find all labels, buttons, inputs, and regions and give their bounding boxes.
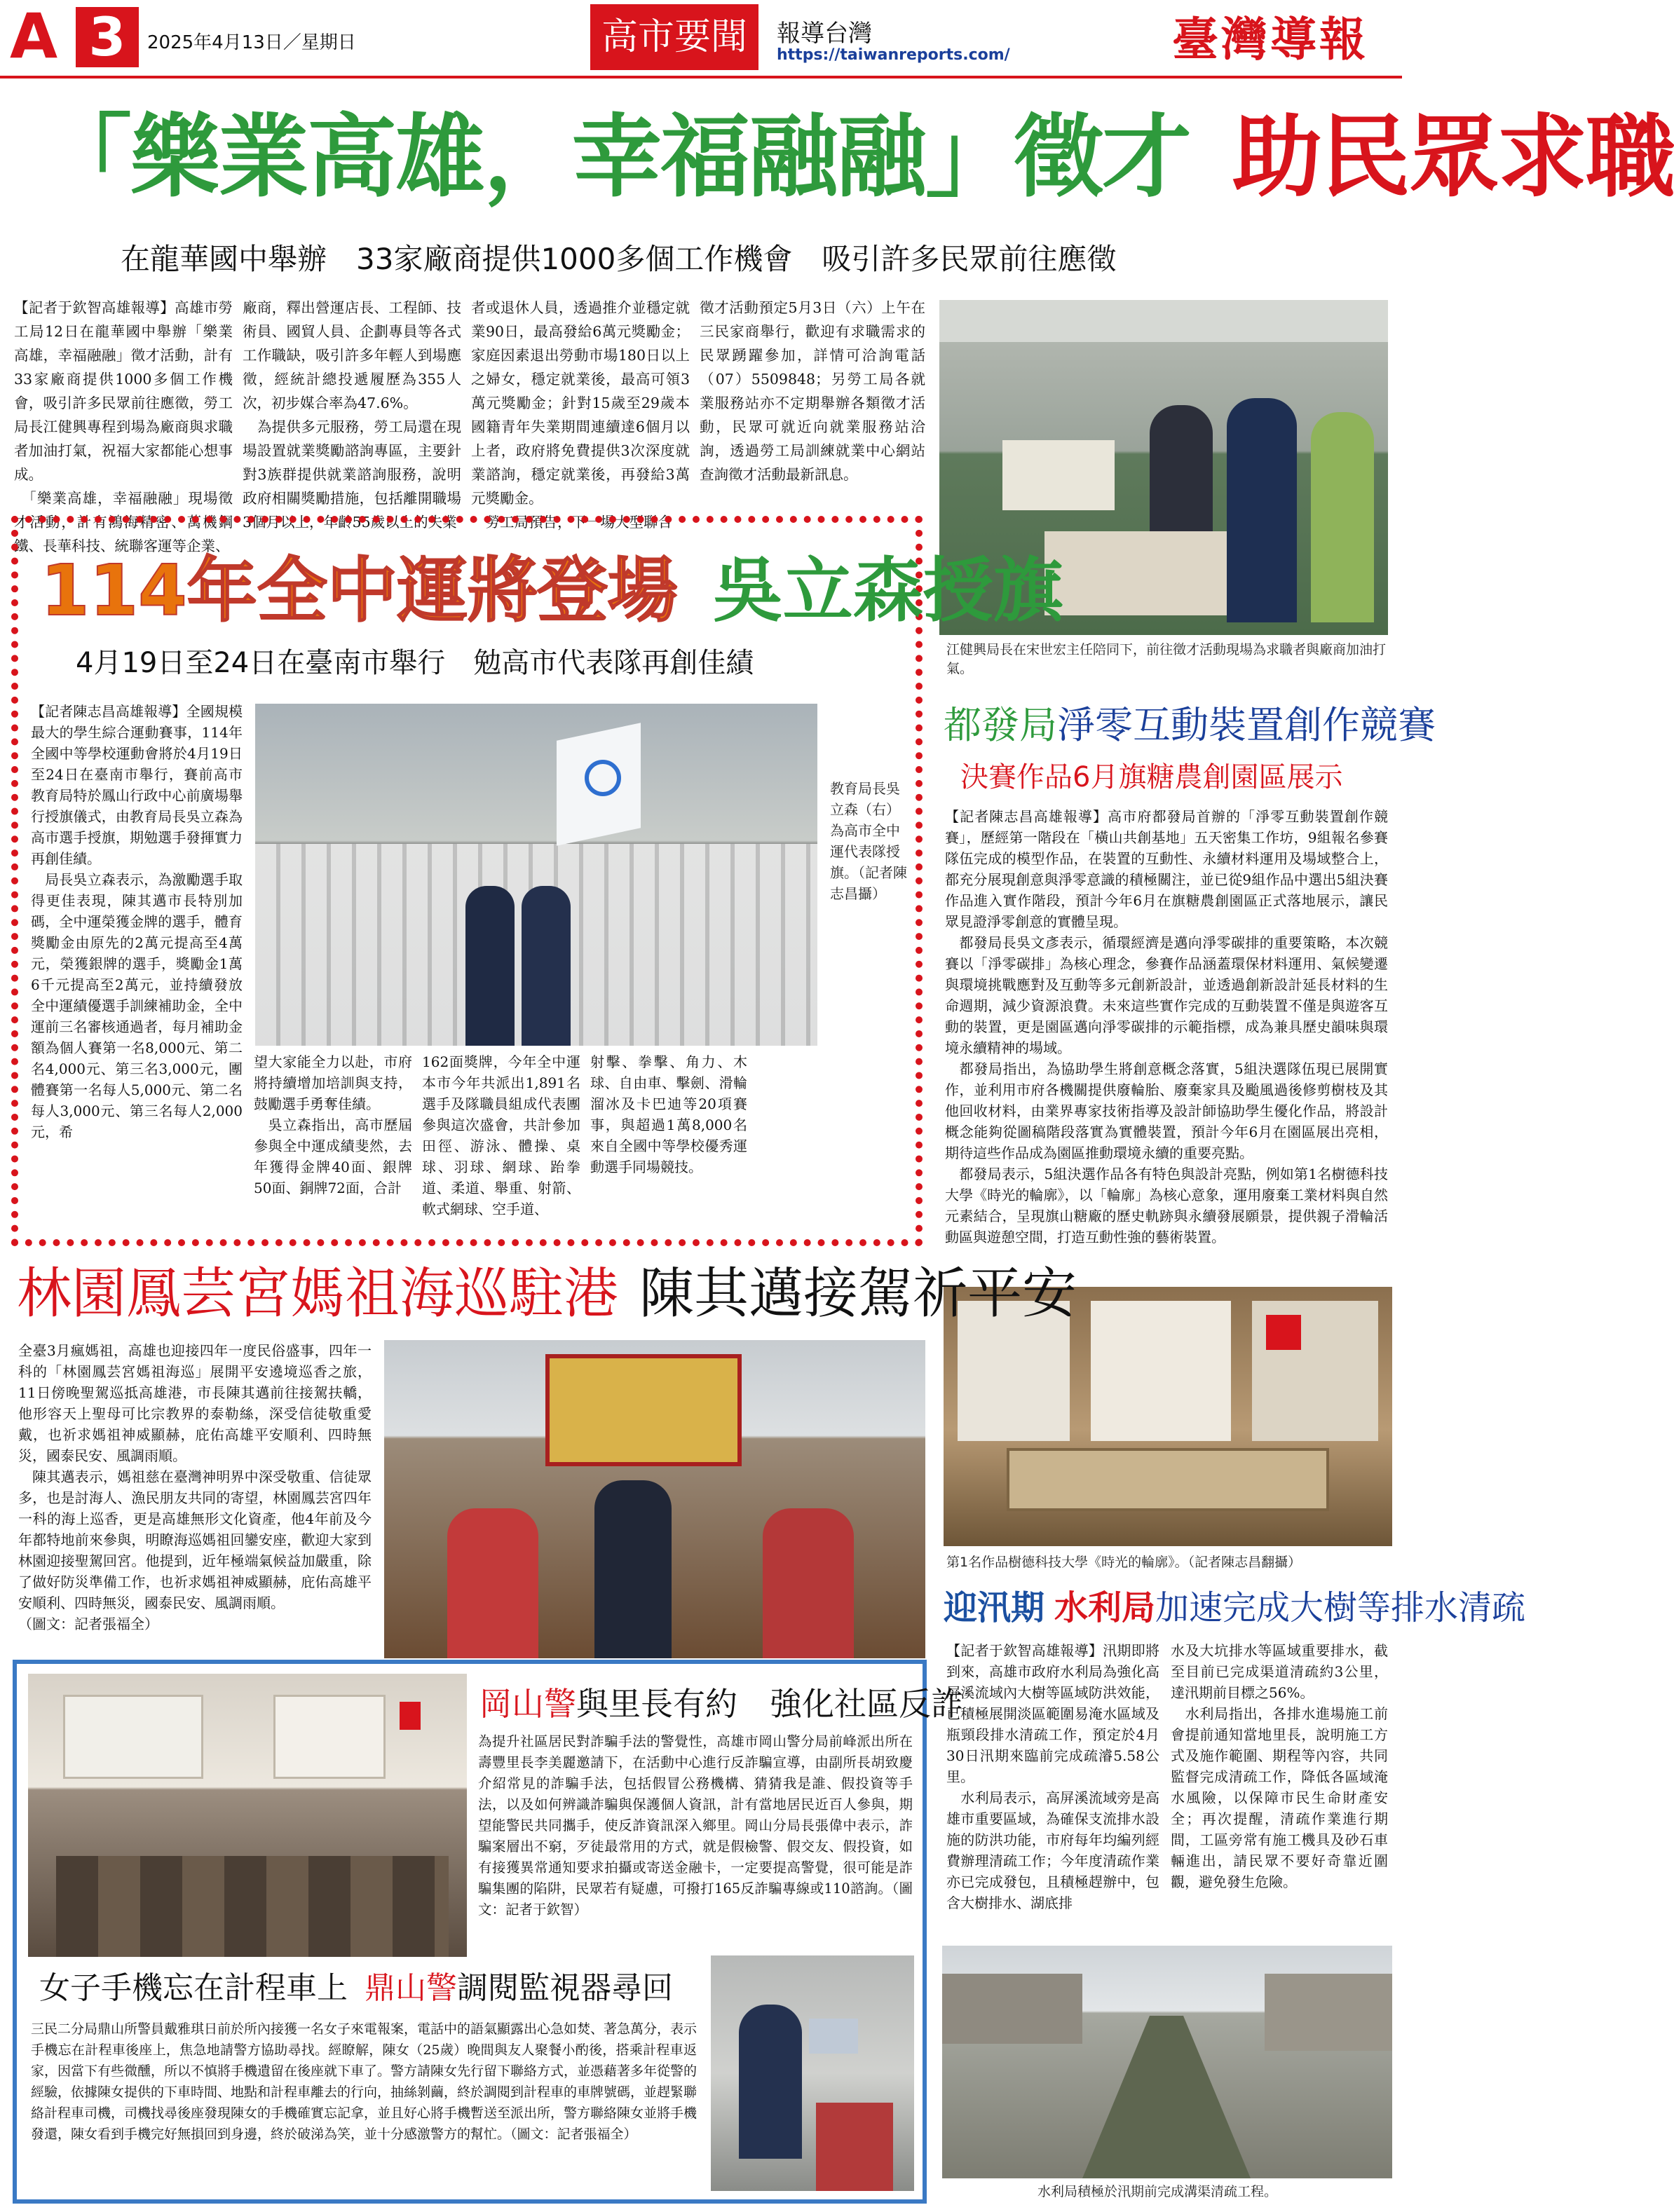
- mazu-headline: [17, 1259, 1077, 1329]
- mazu-body: 全臺3月瘋媽祖，高雄也迎接四年一度民俗盛事，四年一科的「林園鳳芸宮媽祖海巡」展開平安遶境巡香之旅，11日傍晚聖駕巡抵高雄港，市長陳其邁前往接駕扶轎，他形容天上聖母可比宗教界的泰勒絲，深受信徒敬重愛戴，也祈求媽祖神威顯赫，庇佑高雄平安順利、四時無災，國泰民安、風調雨順。 陳其邁表示，媽祖慈在臺灣神明界中深受敬重、信徒眾多，也是討海人、漁民朋友共同的寄望，林園鳳芸宮四年一科的海上巡香，更是高雄無形文化資產，他4年前及今年都特地前來參與，明瞭海巡媽祖回鑾安座，歡迎大家到林園迎接聖駕回宮。他提到，近年極端氣候益加嚴重，除了做好防災準備工作，也祈求媽祖神威顯赫，庇佑高雄平安順利、四時無災，國泰民安、風調雨順。 （圖文：記者張福全）: [18, 1342, 372, 1632]
- river-column-2: 水及大坑排水等區域重要排水，截至目前已完成渠道清疏約3公里，達汛期前目標之56%。 水利局指出，各排水進場施工前會提前通知當地里長，說明施工方式及施作範圍、期程等內容，共同監督完成清疏工作，降低各區域淹水風險，以保障市民生命財產安全；再次提醒，清疏作業進行期間，工區旁常有施工機具及砂石車輛進出，請民眾不要好奇靠近圍觀，避免發生危險。: [1171, 1642, 1388, 1890]
- lead-headline-right: 助民眾求職: [1232, 105, 1674, 210]
- sports-column-b2: 162面獎牌，今年全中運本市今年共派出1,891名選手及隊職員組成代表團參與這次盛會，共計參加田徑、游泳、體操、桌球、羽球、網球、跆拳道、柔道、舉重、射箭、軟式網球、空手道、: [422, 1053, 580, 1217]
- river-headline-blue: 迎汛期: [944, 1588, 1045, 1627]
- masthead-rule: [0, 76, 1402, 78]
- sports-column-b3: 射擊、拳擊、角力、木球、自由車、擊劍、滑輪溜冰及卡巴迪等20項賽事，與超過1萬8,000名來自全國中等學校優秀運動選手同場競技。: [590, 1053, 747, 1175]
- drainage-photo: [942, 1946, 1392, 2178]
- lead-column-4: 徵才活動預定5月3日（六）上午在三民家商舉行，歡迎有求職需求的民眾踴躍參加，詳情可洽詢電話（07）5509848；另勞工局各就業服務站亦不定期舉辦各類徵才活動，民眾可就近向就業服務站洽詢，透過勞工局訓練就業中心網站查詢徵才活動最新訊息。: [700, 299, 925, 483]
- sports-headline: [41, 545, 1063, 636]
- lead-subhead: 在龍華國中舉辦 33家廠商提供1000多個工作機會 吸引許多民眾前往應徵: [121, 242, 1117, 276]
- issue-date: 2025年4月13日／星期日: [147, 32, 356, 53]
- publisher-url: https://taiwanreports.com/: [777, 46, 1010, 64]
- police1-headline-rest: 與里長有約 強化社區反詐: [576, 1685, 963, 1723]
- police1-headline-red: 岡山警: [479, 1685, 576, 1723]
- flag-ceremony-photo-caption: 教育局長吳立森（右）為高市全中運代表隊授旗。（記者陳志昌攝）: [830, 780, 907, 902]
- police2-headline-red: 鼎山警: [365, 1970, 457, 2006]
- anti-fraud-talk-photo: [28, 1674, 467, 1957]
- mazu-headline-rest: 陳其邁接駕祈平安: [639, 1262, 1077, 1325]
- police1-body: 為提升社區居民對詐騙手法的警覺性，高雄市岡山警分局前峰派出所在壽豐里長李美麗邀請下，在活動中心進行反詐騙宣導，由副所長胡致慶介紹常見的詐騙手法，包括假冒公務機構、猜猜我是誰、假投資等手法，以及如何辨識詐騙與保護個人資訊，計有當地居民近百人參與，期望能警民共同攜手，使反詐資訊深入鄉里。岡山分局長張偉中表示，詐騙案層出不窮，歹徒最常用的方式，就是假檢警、假交友、假投資，如有接獲異常通知要求拍攝或寄送金融卡，一定要提高警覺，很可能是詐騙集團的陷阱，民眾若有疑慮，可撥打165反詐騙專線或110諮詢。（圖文：記者于欽智）: [478, 1733, 913, 1918]
- installation-photo-caption: 第1名作品樹德科技大學《時光的輪廓》。（記者陳志昌翻攝）: [946, 1555, 1302, 1570]
- urban-headline: [944, 701, 1436, 750]
- police2-headline-left: 女子手機忘在計程車上: [39, 1970, 348, 2006]
- urban-body: 【記者陳志昌高雄報導】高市府都發局首辦的「淨零互動裝置創作競賽」，歷經第一階段在「橫山共創基地」五天密集工作坊，9組報名參賽隊伍完成的模型作品，在裝置的互動性、永續材料運用及場域整合上，都充分展現創意與淨零意識的積極關注，並已從9組作品中選出5組決賽作品進入實作階段，預計今年6月在旗糖農創園區正式落地展示，讓民眾見證淨零創意的實體呈現。 都發局長吳文彥表示，循環經濟是邁向淨零碳排的重要策略，本次競賽以「淨零碳排」為核心理念，參賽作品涵蓋環保材料運用、氣候變遷與環境挑戰應對及互動等多元創新設計，並透過創新設計延長材料的生命週期，減少資源浪費。未來這些實作完成的互動裝置不僅是與遊客互動的裝置，更是園區邁向淨零碳排的示範指標，成為兼具歷史韻味與環境永續精神的場域。 都發局指出，為協助學生將創意概念落實，5組決選隊伍現已展開實作，並利用市府各機關提供廢輪胎、廢棄家具及颱風過後修剪樹枝及其他回收材料，由業界專家技術指導及設計師協助學生優化作品，將設計概念能夠從圖稿階段落實為實體裝置，預計今年6月在園區展出亮相，期待這些作品成為園區推動環境永續的重要亮點。 都發局表示，5組決選作品各有特色與設計亮點，例如第1名樹德科技大學《時光的輪廓》，以「輪廓」為核心意象，運用廢棄工業材料與自然元素結合，呈現旗山糖廠的歷史軌跡與永續發展願景，提供親子滑輪活動區與遊憩空間，打造互動性強的藝術裝置。: [945, 808, 1388, 1245]
- urban-headline-rest: 淨零互動裝置創作競賽: [1057, 703, 1436, 747]
- masthead: [0, 0, 1402, 77]
- police2-headline-rest: 調閱監視器尋回: [457, 1970, 673, 2006]
- newspaper-logo: 臺灣導報: [1172, 12, 1368, 67]
- sports-subhead: 4月19日至24日在臺南市舉行 勉高市代表隊再創佳績: [76, 647, 754, 679]
- river-column-1: 【記者于欽智高雄報導】汛期即將到來，高雄市政府水利局為強化高屏溪流域內大樹等區域防洪效能，已積極展開淡區範圍易淹水區域及瓶頸段排水清疏工作，預定於4月30日汛期來臨前完成疏濬5.58公里。 水利局表示，高屏溪流域旁是高雄市重要區域，為確保支流排水設施的防洪功能，市府每年均編列經費辦理清疏工作；今年度清疏作業亦已完成發包，且積極趕辦中，包含大樹排水、湖底排: [946, 1642, 1159, 1911]
- installation-photo: [944, 1287, 1392, 1546]
- section-title: 高市要聞: [590, 4, 758, 70]
- urban-subhead: 決賽作品6月旗糖農創園區展示: [960, 761, 1343, 793]
- sports-headline-red: 114年全中運將登場: [41, 549, 678, 631]
- sports-column-left: 【記者陳志昌高雄報導】全國規模最大的學生綜合運動賽事，114年全國中等學校運動會將於4月19日至24日在臺南市舉行，賽前高市教育局特於鳳山行政中心前廣場舉行授旗儀式，由教育局長吳立森為高市選手授旗，期勉選手發揮實力再創佳績。 局長吳立森表示，為激勵選手取得更佳表現，陳其邁市長特別加碼，全中運榮獲金牌的選手，體育獎勵金由原先的2萬元提高至4萬元，榮獲銀牌的選手，獎勵金1萬6千元提高至2萬元，並持續發放全中運績優選手訓練補助金，全中運前三名審核通過者，每月補助金額為個人賽第一名8,000元、第二名4,000元、第三名3,000元，團體賽第一名每人5,000元、第二名每人3,000元、第三名每人2,000元，希: [31, 703, 243, 1140]
- police1-headline: [479, 1682, 963, 1726]
- flag-ceremony-photo: [255, 704, 817, 1046]
- sports-column-b1: 望大家能全力以赴，市府將持續增加培訓與支持，鼓勵選手勇奪佳績。 吳立森指出，高市歷屆參與全中運成績斐然，去年獲得金牌40面、銀牌50面、銅牌72面，合計: [254, 1053, 412, 1196]
- river-headline-green: 水利局: [1054, 1588, 1156, 1627]
- lead-column-2: 廠商，釋出營運店長、工程師、技術員、國貿人員、企劃專員等各式工作職缺，吸引許多年輕人到場應徵，經統計總投遞履歷為355人次，初步媒合率為47.6%。 為提供多元服務，勞工局還在現場設置就業獎勵諮詢專區，主要針對3族群提供就業諮詢服務，說明政府相關獎勵措施，包括離開職場3個月以上，年齡55歲以上的失業: [243, 299, 461, 531]
- mazu-procession-photo: [384, 1340, 925, 1658]
- mazu-headline-red: 林園鳳芸宮媽祖海巡駐港: [17, 1262, 619, 1325]
- page-number: 3: [76, 7, 139, 67]
- page-letter: A: [10, 0, 58, 72]
- sports-headline-green: 吳立森授旗: [712, 549, 1063, 631]
- drainage-photo-caption: 水利局積極於汛期前完成溝渠清疏工程。: [1037, 2184, 1278, 2199]
- lead-column-1: 【記者于欽智高雄報導】高雄市勞工局12日在龍華國中舉辦「樂業高雄，幸福融融」徵才活動，計有33家廠商提供1000多個工作機會，吸引許多民眾前往應徵，勞工局長江健興專程到場為廠商與求職者加油打氣，祝福大家都能心想事成。 「樂業高雄，幸福融融」現場徵才活動，計有鴻海精密、萬機鋼鐵、長華科技、統聯客運等企業、: [14, 299, 233, 554]
- river-headline-rest: 加速完成大樹等排水清疏: [1155, 1588, 1526, 1627]
- lead-headline-left: 「樂業高雄，幸福融融」徵才: [42, 105, 1191, 210]
- urban-headline-green: 都發局: [944, 703, 1057, 747]
- police2-body: 三民二分局鼎山所警員戴雅琪日前於所內接獲一名女子來電報案，電話中的語氣顯露出心急如焚、著急萬分，表示手機忘在計程車後座上，焦急地請警方協助尋找。經瞭解，陳女（25歲）晚間與友人聚餐小酌後，搭乘計程車返家，因當下有些微醺，所以不慎將手機遺留在後座就下車了。警方請陳女先行留下聯絡方式，並憑藉著多年從警的經驗，依據陳女提供的下車時間、地點和計程車離去的行向，抽絲剝繭，終於調閱到計程車的車牌號碼，並趕緊聯絡計程車司機，司機找尋後座發現陳女的手機確實忘記拿，並且好心將手機暫送至派出所，警方聯絡陳女並將手機發還，陳女看到手機完好無損回到身邊，終於破涕為笑，並十分感激警方的幫忙。（圖文：記者張福全）: [31, 2021, 698, 2142]
- river-headline: [944, 1585, 1526, 1630]
- police2-headline: [39, 1967, 684, 2010]
- lead-headline: [42, 98, 1674, 224]
- job-fair-photo-caption: 江健興局長在宋世宏主任陪同下，前往徵才活動現場為求職者與廠商加油打氣。: [946, 642, 1387, 676]
- lead-column-3: 者或退休人員，透過推介並穩定就業90日，最高發給6萬元獎勵金；家庭因素退出勞動市場180日以上之婦女，穩定就業後，最高可領3萬元獎勵金；針對15歲至29歲本國籍青年失業期間連續達6個月以上者，政府將免費提供3次深度就業諮詢，穩定就業後，再發給3萬元獎勵金。 勞工局預告，下一場大型聯合: [471, 299, 690, 531]
- police-officer-photo: [711, 1955, 914, 2191]
- publisher-name: 報導台灣: [777, 20, 872, 48]
